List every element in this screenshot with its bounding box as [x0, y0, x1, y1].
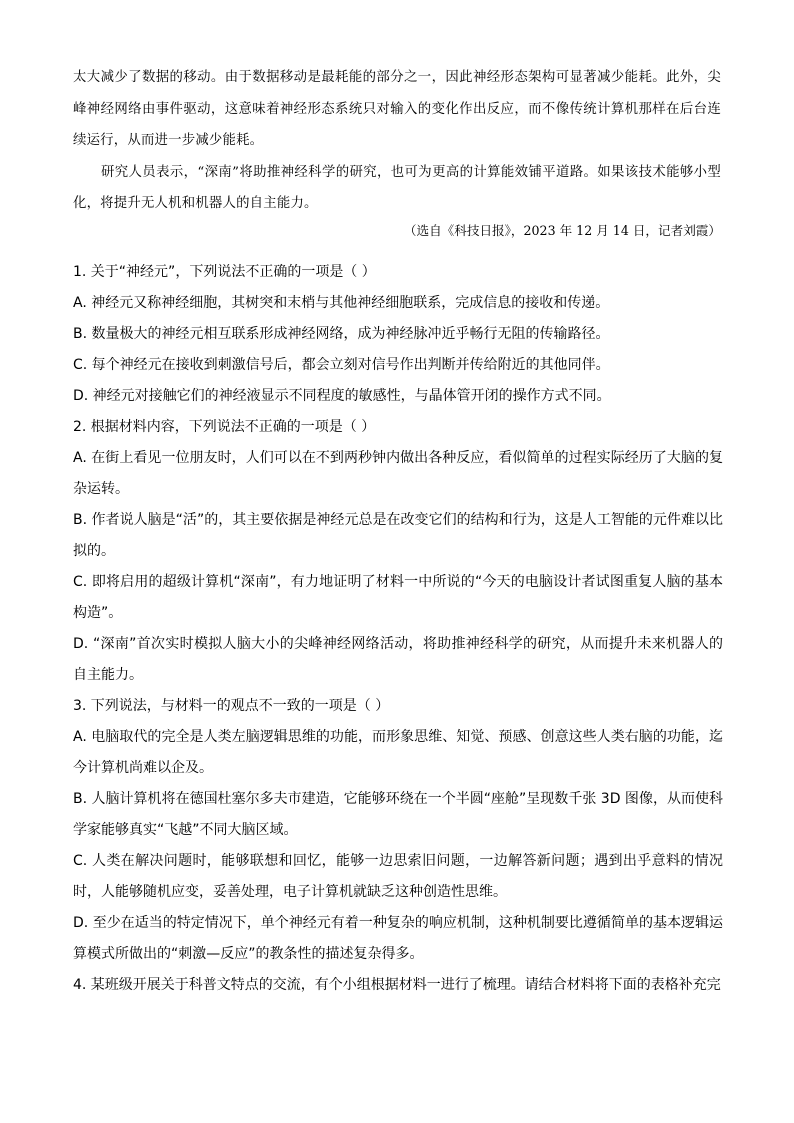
question-4-stem: 4. 某班级开展关于科普文特点的交流，有个小组根据材料一进行了梳理。请结合材料将下面的表格补充完 [73, 977, 721, 993]
question-1-option-a: A. 神经元又称神经细胞，其树突和末梢与其他神经细胞联系，完成信息的接收和传递。 [73, 295, 610, 311]
passage-source: （选自《科技日报》，2023 年 12 月 14 日，记者刘霞） [403, 223, 721, 238]
question-list [73, 257, 723, 1001]
question-1-option-d: D. 神经元对接触它们的神经液显示不同程度的敏感性，与晶体管开闭的操作方式不同。 [73, 388, 611, 404]
question-1-option-c: C. 每个神经元在接收到刺激信号后，都会立刻对信号作出判断并传给附近的其他同伴。 [73, 357, 610, 373]
question-3-option-b: B. 人脑计算机将在德国杜塞尔多夫市建造，它能够环绕在一个半圆“座舱”呈现数千张 3D 图像，从而使科学家能够真实“飞越”不同大脑区域。 [73, 791, 723, 838]
question-2-option-b: B. 作者说人脑是“活”的，其主要依据是神经元总是在改变它们的结构和行为，这是人工智能的元件难以比拟的。 [73, 512, 723, 559]
question-2-option-c: C. 即将启用的超级计算机“深南”，有力地证明了材料一中所说的“今天的电脑设计者试图重复人脑的基本构造”。 [73, 574, 723, 621]
question-1-option-b: B. 数量极大的神经元相互联系形成神经网络，成为神经脉冲近乎畅行无阻的传输路径。 [73, 326, 610, 342]
question-3-option-a: A. 电脑取代的完全是人类左脑逻辑思维的功能，而形象思维、知觉、预感、创意这些人类右脑的功能，迄今计算机尚难以企及。 [73, 729, 723, 776]
question-2-option-a: A. 在街上看见一位朋友时，人们可以在不到两秒钟内做出各种反应，看似简单的过程实际经历了大脑的复杂运转。 [73, 450, 723, 497]
passage-paragraph-2: 研究人员表示，“深南”将助推神经科学的研究，也可为更高的计算能效铺平道路。如果该技术能够小型化，将提升无人机和机器人的自主能力。 [73, 164, 721, 211]
passage-paragraph-1: 太大减少了数据的移动。由于数据移动是最耗能的部分之一，因此神经形态架构可显著减少能耗。此外，尖峰神经网络由事件驱动，这意味着神经形态系统只对输入的变化作出反应，而不像传统计算机那样在后台连续运行，从而进一步减少能耗。 [73, 70, 721, 148]
question-3-option-d: D. 至少在适当的特定情况下，单个神经元有着一种复杂的响应机制，这种机制要比遵循简单的基本逻辑运算模式所做出的“刺激—反应”的教条性的描述复杂得多。 [73, 915, 723, 962]
question-3-stem: 3. 下列说法，与材料一的观点不一致的一项是（ ） [73, 698, 390, 714]
reading-passage [73, 62, 721, 220]
question-3-option-c: C. 人类在解决问题时，能够联想和回忆，能够一边思索旧问题，一边解答新问题；遇到出乎意料的情况时，人能够随机应变，妥善处理，电子计算机就缺乏这种创造性思维。 [73, 853, 723, 900]
question-2-option-d: D. “深南”首次实时模拟人脑大小的尖峰神经网络活动，将助推神经科学的研究，从而提升未来机器人的自主能力。 [73, 636, 723, 683]
question-1-stem: 1. 关于“神经元”，下列说法不正确的一项是（ ） [73, 264, 376, 280]
question-2-stem: 2. 根据材料内容，下列说法不正确的一项是（ ） [73, 419, 376, 435]
